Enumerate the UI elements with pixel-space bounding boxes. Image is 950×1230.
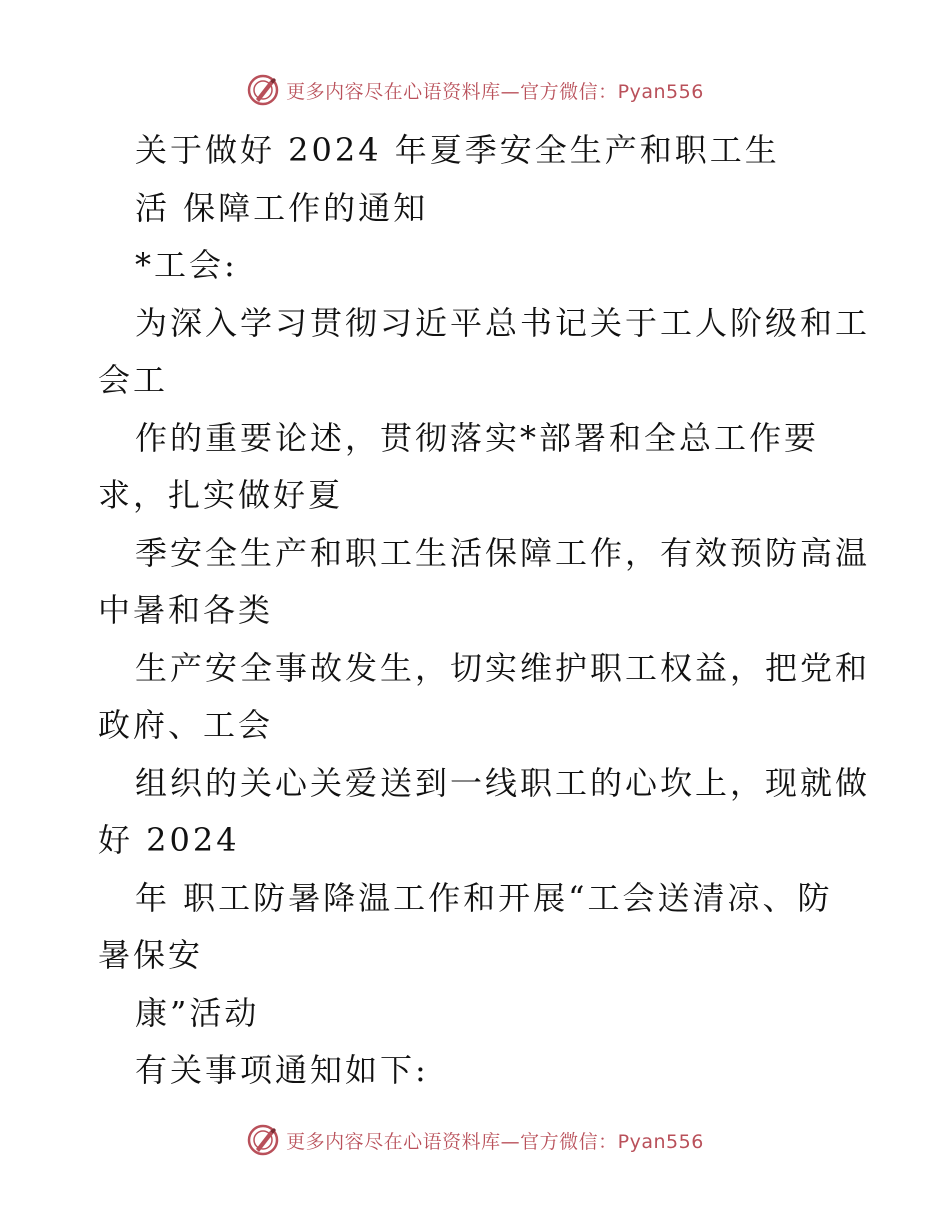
brand-logo-icon [246, 1123, 280, 1157]
document-line: 会工 [98, 361, 169, 399]
document-line: 为深入学习贯彻习近平总书记关于工人阶级和工 [135, 303, 871, 342]
document-line: 康”活动 [135, 993, 260, 1032]
document-line: 关于做好 2024 年夏季安全生产和职工生 [135, 131, 780, 169]
document-line: 作的重要论述，贯彻落实*部署和全总工作要 [135, 418, 820, 457]
document-line: 组织的关心关爱送到一线职工的心坎上，现就做 [135, 763, 871, 802]
document-line: 季安全生产和职工生活保障工作，有效预防高温 [135, 533, 871, 572]
document-line: 中暑和各类 [98, 591, 274, 629]
document-line: *工会: [135, 246, 238, 284]
document-line: 好 2024 [98, 821, 240, 859]
document-line: 暑保安 [98, 936, 204, 974]
document-line: 有关事项通知如下: [135, 1051, 429, 1089]
brand-logo-icon [246, 73, 280, 107]
document-line: 求，扎实做好夏 [98, 476, 344, 514]
watermark-text: 更多内容尽在心语资料库—官方微信：Pyan556 [286, 80, 704, 103]
document-line: 年 职工防暑降温工作和开展“工会送清凉、防 [135, 878, 833, 917]
document-line: 政府、工会 [98, 706, 274, 744]
document-line: 活 保障工作的通知 [135, 188, 429, 227]
footer-watermark [0, 1120, 950, 1160]
document-line: 生产安全事故发生，切实维护职工权益，把党和 [135, 648, 871, 687]
watermark-text: 更多内容尽在心语资料库—官方微信：Pyan556 [286, 1130, 704, 1153]
header-watermark [0, 70, 950, 110]
